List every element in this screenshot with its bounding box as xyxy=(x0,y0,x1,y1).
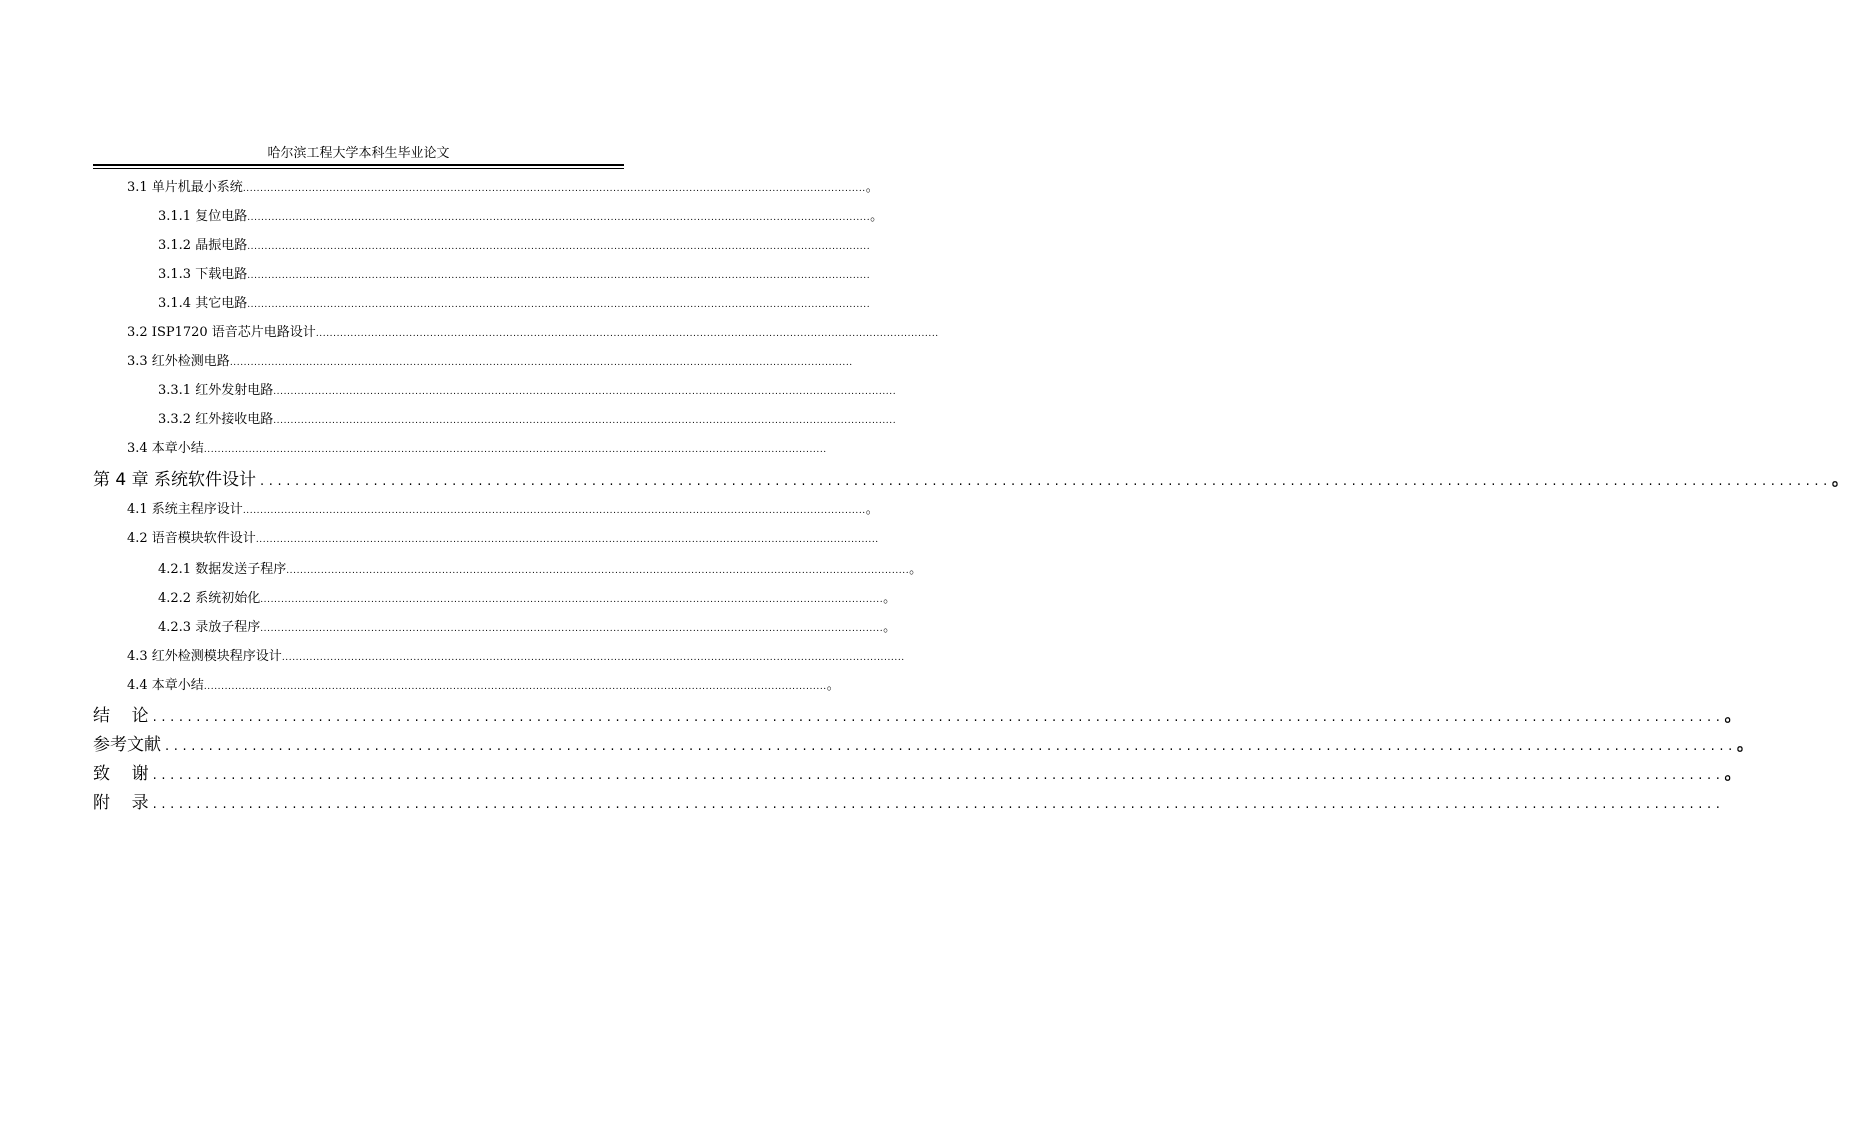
toc-leader: .................................................................................................................................................................................... xyxy=(242,184,866,194)
toc-leader: .................................................................................................................................................................................... xyxy=(260,624,884,634)
toc-entry[interactable] xyxy=(158,561,923,580)
page-header: 哈尔滨工程大学本科生毕业论文 xyxy=(267,146,450,161)
toc-leader: .................................................................................................................................................................................... xyxy=(203,682,827,692)
toc-leader: .................................................................................................................................................................................... xyxy=(286,566,910,576)
toc-entry-label: 3.1.4 其它电路 xyxy=(158,296,248,311)
toc-chapter-entry[interactable] xyxy=(93,469,1849,493)
toc-entry-label: 3.1.1 复位电路 xyxy=(158,209,248,224)
toc-entry-label: 4.3 红外检测模块程序设计 xyxy=(127,649,282,664)
toc-entry-page: 。 xyxy=(1724,764,1742,784)
toc-leader: .................................................................................................................................................................................... xyxy=(203,445,827,455)
toc-chapter-entry[interactable] xyxy=(93,705,1742,729)
toc-leader: .................................................................................................................................................................................... xyxy=(260,595,884,605)
toc-entry-page: 。 xyxy=(909,562,923,577)
toc-leader: .................................................................................................................................................................................... xyxy=(255,535,879,545)
toc-entry-label: 3.3 红外检测电路 xyxy=(127,354,230,369)
toc-entry-page: 。 xyxy=(1724,706,1742,726)
toc-entry-label: 4.2.2 系统初始化 xyxy=(158,591,261,606)
toc-entry[interactable] xyxy=(127,501,879,520)
toc-entry-label: 3.1 单片机最小系统 xyxy=(127,180,243,195)
toc-entry-label: 参考文献 xyxy=(93,735,161,755)
toc-leader: .................................................................................................................................................................................... xyxy=(247,300,871,310)
toc-entry[interactable] xyxy=(127,179,879,198)
toc-entry[interactable] xyxy=(127,530,879,549)
toc-entry[interactable] xyxy=(127,648,905,667)
toc-entry-label: 致 谢 xyxy=(93,764,149,784)
toc-entry-page: 。 xyxy=(883,620,897,635)
toc-entry-label: 第 4 章 系统软件设计 xyxy=(93,470,257,490)
toc-chapter-entry[interactable] xyxy=(93,792,1725,816)
toc-leader: .................................................................................................................................................................................... xyxy=(152,710,1725,725)
toc-entry-label: 4.2.3 录放子程序 xyxy=(158,620,261,635)
toc-leader: .................................................................................................................................................................................... xyxy=(242,506,866,516)
toc-entry-page: 。 xyxy=(865,180,879,195)
toc-leader: .................................................................................................................................................................................... xyxy=(260,474,1832,489)
toc-entry-page: 。 xyxy=(883,591,897,606)
toc-leader: .................................................................................................................................................................................... xyxy=(152,797,1725,812)
toc-leader: .................................................................................................................................................................................... xyxy=(281,653,905,663)
toc-leader: .................................................................................................................................................................................... xyxy=(152,768,1725,783)
toc-entry[interactable] xyxy=(158,411,897,430)
toc-entry-label: 3.1.3 下载电路 xyxy=(158,267,248,282)
toc-chapter-entry[interactable] xyxy=(93,763,1742,787)
toc-entry-label: 附 录 xyxy=(93,793,149,813)
toc-entry[interactable] xyxy=(158,208,884,227)
toc-entry[interactable] xyxy=(127,440,827,459)
toc-entry[interactable] xyxy=(127,677,840,696)
toc-entry-page: 。 xyxy=(1831,470,1849,490)
toc-entry[interactable] xyxy=(158,590,897,609)
toc-entry-page: 。 xyxy=(826,678,840,693)
toc-entry-page: 。 xyxy=(865,502,879,517)
toc-entry-label: 3.4 本章小结 xyxy=(127,441,204,456)
toc-entry-page: 。 xyxy=(1736,735,1754,755)
toc-leader: .................................................................................................................................................................................... xyxy=(165,739,1737,754)
toc-entry-label: 结 论 xyxy=(93,706,149,726)
toc-entry-label: 4.2.1 数据发送子程序 xyxy=(158,562,287,577)
toc-entry[interactable] xyxy=(158,266,871,285)
toc-leader: .................................................................................................................................................................................... xyxy=(247,271,871,281)
toc-leader: .................................................................................................................................................................................... xyxy=(315,329,939,339)
toc-entry[interactable] xyxy=(158,295,871,314)
toc-leader: .................................................................................................................................................................................... xyxy=(229,358,853,368)
toc-entry-label: 3.1.2 晶振电路 xyxy=(158,238,248,253)
toc-chapter-entry[interactable] xyxy=(93,734,1754,758)
toc-entry[interactable] xyxy=(127,353,853,372)
toc-leader: .................................................................................................................................................................................... xyxy=(247,213,871,223)
toc-entry[interactable] xyxy=(127,324,939,343)
toc-leader: .................................................................................................................................................................................... xyxy=(273,387,897,397)
toc-entry-label: 3.3.1 红外发射电路 xyxy=(158,383,274,398)
toc-entry-label: 3.3.2 红外接收电路 xyxy=(158,412,274,427)
toc-entry[interactable] xyxy=(158,619,897,638)
toc-entry-page: 。 xyxy=(870,209,884,224)
toc-leader: .................................................................................................................................................................................... xyxy=(247,242,871,252)
toc-entry-label: 4.1 系统主程序设计 xyxy=(127,502,243,517)
toc-entry[interactable] xyxy=(158,237,871,256)
toc-entry-label: 4.4 本章小结 xyxy=(127,678,204,693)
toc-entry[interactable] xyxy=(158,382,897,401)
toc-leader: .................................................................................................................................................................................... xyxy=(273,416,897,426)
toc-entry-label: 3.2 ISP1720 语音芯片电路设计 xyxy=(127,325,316,340)
toc-entry-label: 4.2 语音模块软件设计 xyxy=(127,531,256,546)
